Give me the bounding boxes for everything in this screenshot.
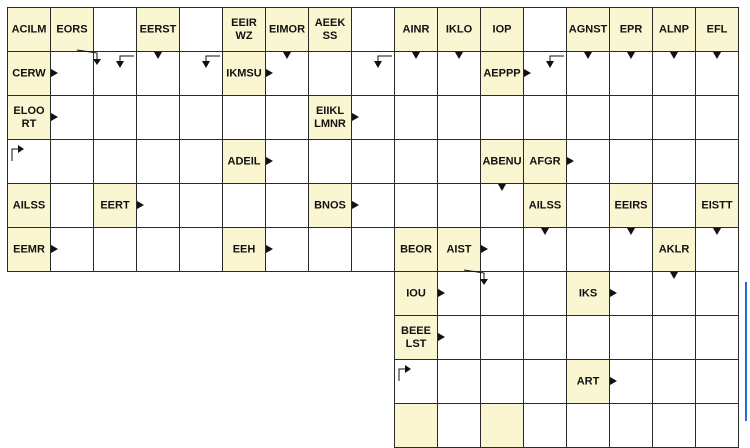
clue-cell [566,7,610,52]
scroll-edge-indicator [745,282,747,421]
answer-cell[interactable] [50,139,94,184]
clue-letters: BNOS [314,199,346,211]
clue-cell [394,7,438,52]
answer-cell[interactable] [480,315,524,360]
bent-arrow-line [12,149,18,161]
clue-letters: EERST [139,23,177,35]
answer-cell[interactable] [394,139,438,184]
clue-letters: ACILM [11,23,47,35]
answer-cell[interactable] [179,227,223,272]
clue-letters: AEPPP [483,67,521,79]
answer-cell[interactable] [652,95,696,140]
clue-letters: EPR [619,23,643,35]
clue-cell [7,7,51,52]
answer-cell[interactable] [136,227,180,272]
clue-cell [265,7,309,52]
clue-letters: AINR [402,23,430,35]
answer-cell[interactable] [480,359,524,404]
down-arrow-icon [713,228,721,235]
answer-cell[interactable] [437,183,481,228]
answer-cell[interactable] [351,7,395,52]
bent-arrow-icon [544,55,574,75]
down-arrow-icon [154,52,162,59]
answer-cell[interactable] [437,359,481,404]
answer-cell[interactable] [308,139,352,184]
clue-cell [566,359,610,404]
answer-cell[interactable] [93,139,137,184]
answer-cell[interactable] [695,315,739,360]
answer-cell[interactable] [695,95,739,140]
clue-cell [480,51,524,96]
clue-cell [523,183,567,228]
clue-letters: AGNST [568,23,608,35]
bent-arrow-line [77,50,97,59]
right-arrow-icon [266,245,273,253]
clue-cell [222,139,266,184]
answer-cell[interactable] [652,403,696,448]
bent-arrow-line [120,56,134,61]
clue-cell [308,183,352,228]
answer-cell[interactable] [566,403,610,448]
down-arrow-icon [455,52,463,59]
clue-letters: EORS [56,23,88,35]
answer-cell[interactable] [93,7,137,52]
answer-cell[interactable] [351,227,395,272]
right-arrow-icon [266,157,273,165]
clue-cell [136,7,180,52]
answer-cell[interactable] [695,403,739,448]
down-arrow-icon [412,52,420,59]
down-arrow-icon [283,52,291,59]
answer-cell[interactable] [609,139,653,184]
clue-cell [7,51,51,96]
right-arrow-icon [51,69,58,77]
clue-letters: EERT [100,199,130,211]
bent-arrow-line [206,56,220,61]
clue-letters: ALNP [659,23,689,35]
down-arrow-icon [541,228,549,235]
clue-cell [394,271,438,316]
answer-cell[interactable] [179,139,223,184]
answer-cell[interactable] [136,95,180,140]
bent-arrow-head [546,61,554,68]
answer-cell[interactable] [566,183,610,228]
clue-letters: EEIRS [614,199,648,211]
clue-letters: EEIR WZ [231,16,257,42]
answer-cell[interactable] [351,139,395,184]
answer-cell[interactable] [308,51,352,96]
clue-cell [480,139,524,184]
clue-letters: AFGR [529,155,561,167]
bent-arrow-icon [114,55,144,75]
clue-letters: AILSS [12,199,46,211]
down-arrow-icon [584,52,592,59]
answer-cell[interactable] [437,139,481,184]
right-arrow-icon [51,245,58,253]
answer-cell[interactable] [50,183,94,228]
right-arrow-icon [352,113,359,121]
clue-cell [523,139,567,184]
answer-cell[interactable] [394,95,438,140]
bent-arrow-line [399,369,405,381]
answer-cell[interactable] [265,183,309,228]
right-arrow-icon [266,69,273,77]
bent-arrow-icon [75,49,105,69]
down-arrow-icon [498,184,506,191]
clue-letters: EISTT [701,199,733,211]
bent-arrow-icon [397,363,427,383]
bent-arrow-head [374,61,382,68]
bent-arrow-icon [462,269,492,289]
answer-cell[interactable] [609,315,653,360]
answer-cell[interactable] [179,95,223,140]
clue-cell [609,183,653,228]
clue-letters: AEEK SS [314,16,346,42]
answer-cell[interactable] [222,183,266,228]
clue-letters: CERW [12,67,46,79]
answer-cell[interactable] [523,359,567,404]
clue-letters: BEOR [400,243,432,255]
answer-cell[interactable] [437,403,481,448]
answer-cell[interactable] [93,227,137,272]
answer-cell[interactable] [566,95,610,140]
clue-letters: IOP [492,23,512,35]
right-arrow-icon [610,377,617,385]
clue-letters: AIST [446,243,472,255]
answer-cell[interactable] [652,183,696,228]
down-arrow-icon [670,272,678,279]
clue-letters: AILSS [528,199,562,211]
answer-cell[interactable] [652,315,696,360]
down-arrow-icon [627,228,635,235]
bent-arrow-line [550,56,564,61]
answer-cell[interactable] [566,315,610,360]
right-arrow-icon [51,113,58,121]
clue-cell [609,7,653,52]
clue-letters: IKLO [445,23,473,35]
answer-cell[interactable] [695,359,739,404]
answer-cell[interactable] [523,315,567,360]
right-arrow-icon [524,69,531,77]
bent-arrow-icon [200,55,230,75]
answer-cell[interactable] [523,7,567,52]
answer-cell[interactable] [609,403,653,448]
clue-letters: IOU [406,287,426,299]
right-arrow-icon [352,201,359,209]
clue-letters: EIIKL LMNR [314,104,346,130]
answer-cell[interactable] [222,95,266,140]
clue-cell [566,271,610,316]
answer-cell[interactable] [136,139,180,184]
clue-cell [7,227,51,272]
clue-letters: IKS [578,287,598,299]
clue-cell [695,183,739,228]
bent-arrow-head [116,61,124,68]
answer-cell[interactable] [652,139,696,184]
clue-letters: EIMOR [268,23,306,35]
clue-letters: BEEE LST [401,324,431,350]
clue-cell [222,7,266,52]
answer-cell[interactable] [609,95,653,140]
bent-arrow-line [378,56,392,61]
clue-cell [308,95,352,140]
clue-letters: ADEIL [227,155,261,167]
bent-arrow-head [18,145,24,153]
bent-arrow-head [93,59,101,65]
clue-letters: ELOO RT [13,104,45,130]
clue-cell [50,7,94,52]
bent-arrow-line [464,270,484,279]
answer-cell[interactable] [480,95,524,140]
answer-cell[interactable] [523,403,567,448]
clue-letters: EEMR [13,243,45,255]
clue-cell [394,315,438,360]
right-arrow-icon [137,201,144,209]
answer-cell[interactable] [523,271,567,316]
answer-cell[interactable] [695,271,739,316]
clue-cell [394,403,438,448]
right-arrow-icon [481,245,488,253]
answer-cell[interactable] [523,95,567,140]
answer-cell[interactable] [93,95,137,140]
clue-cell [437,227,481,272]
right-arrow-icon [438,289,445,297]
clue-cell [308,7,352,52]
right-arrow-icon [567,157,574,165]
clue-cell [394,227,438,272]
down-arrow-icon [670,52,678,59]
clue-cell [652,227,696,272]
answer-cell[interactable] [179,7,223,52]
clue-cell [480,403,524,448]
clue-cell [652,7,696,52]
answer-cell[interactable] [566,227,610,272]
clue-letters: EEH [232,243,256,255]
bent-arrow-icon [372,55,402,75]
right-arrow-icon [610,289,617,297]
clue-cell [695,7,739,52]
clue-cell [93,183,137,228]
answer-cell[interactable] [308,227,352,272]
answer-cell[interactable] [394,183,438,228]
answer-cell[interactable] [695,139,739,184]
clue-letters: AKLR [658,243,690,255]
answer-cell[interactable] [652,359,696,404]
answer-cell[interactable] [179,183,223,228]
answer-cell[interactable] [265,95,309,140]
bent-arrow-head [480,279,488,285]
clue-cell [7,183,51,228]
bent-arrow-head [202,61,210,68]
clue-cell [480,7,524,52]
bent-arrow-head [405,365,411,373]
answer-cell[interactable] [437,95,481,140]
clue-cell [7,95,51,140]
bent-arrow-icon [10,143,40,163]
clue-cell [222,227,266,272]
clue-cell [437,7,481,52]
clue-letters: IKMSU [226,67,262,79]
down-arrow-icon [627,52,635,59]
clue-letters: ABENU [482,155,522,167]
down-arrow-icon [713,52,721,59]
clue-letters: ART [576,375,600,387]
clue-letters: EFL [706,23,728,35]
right-arrow-icon [438,333,445,341]
